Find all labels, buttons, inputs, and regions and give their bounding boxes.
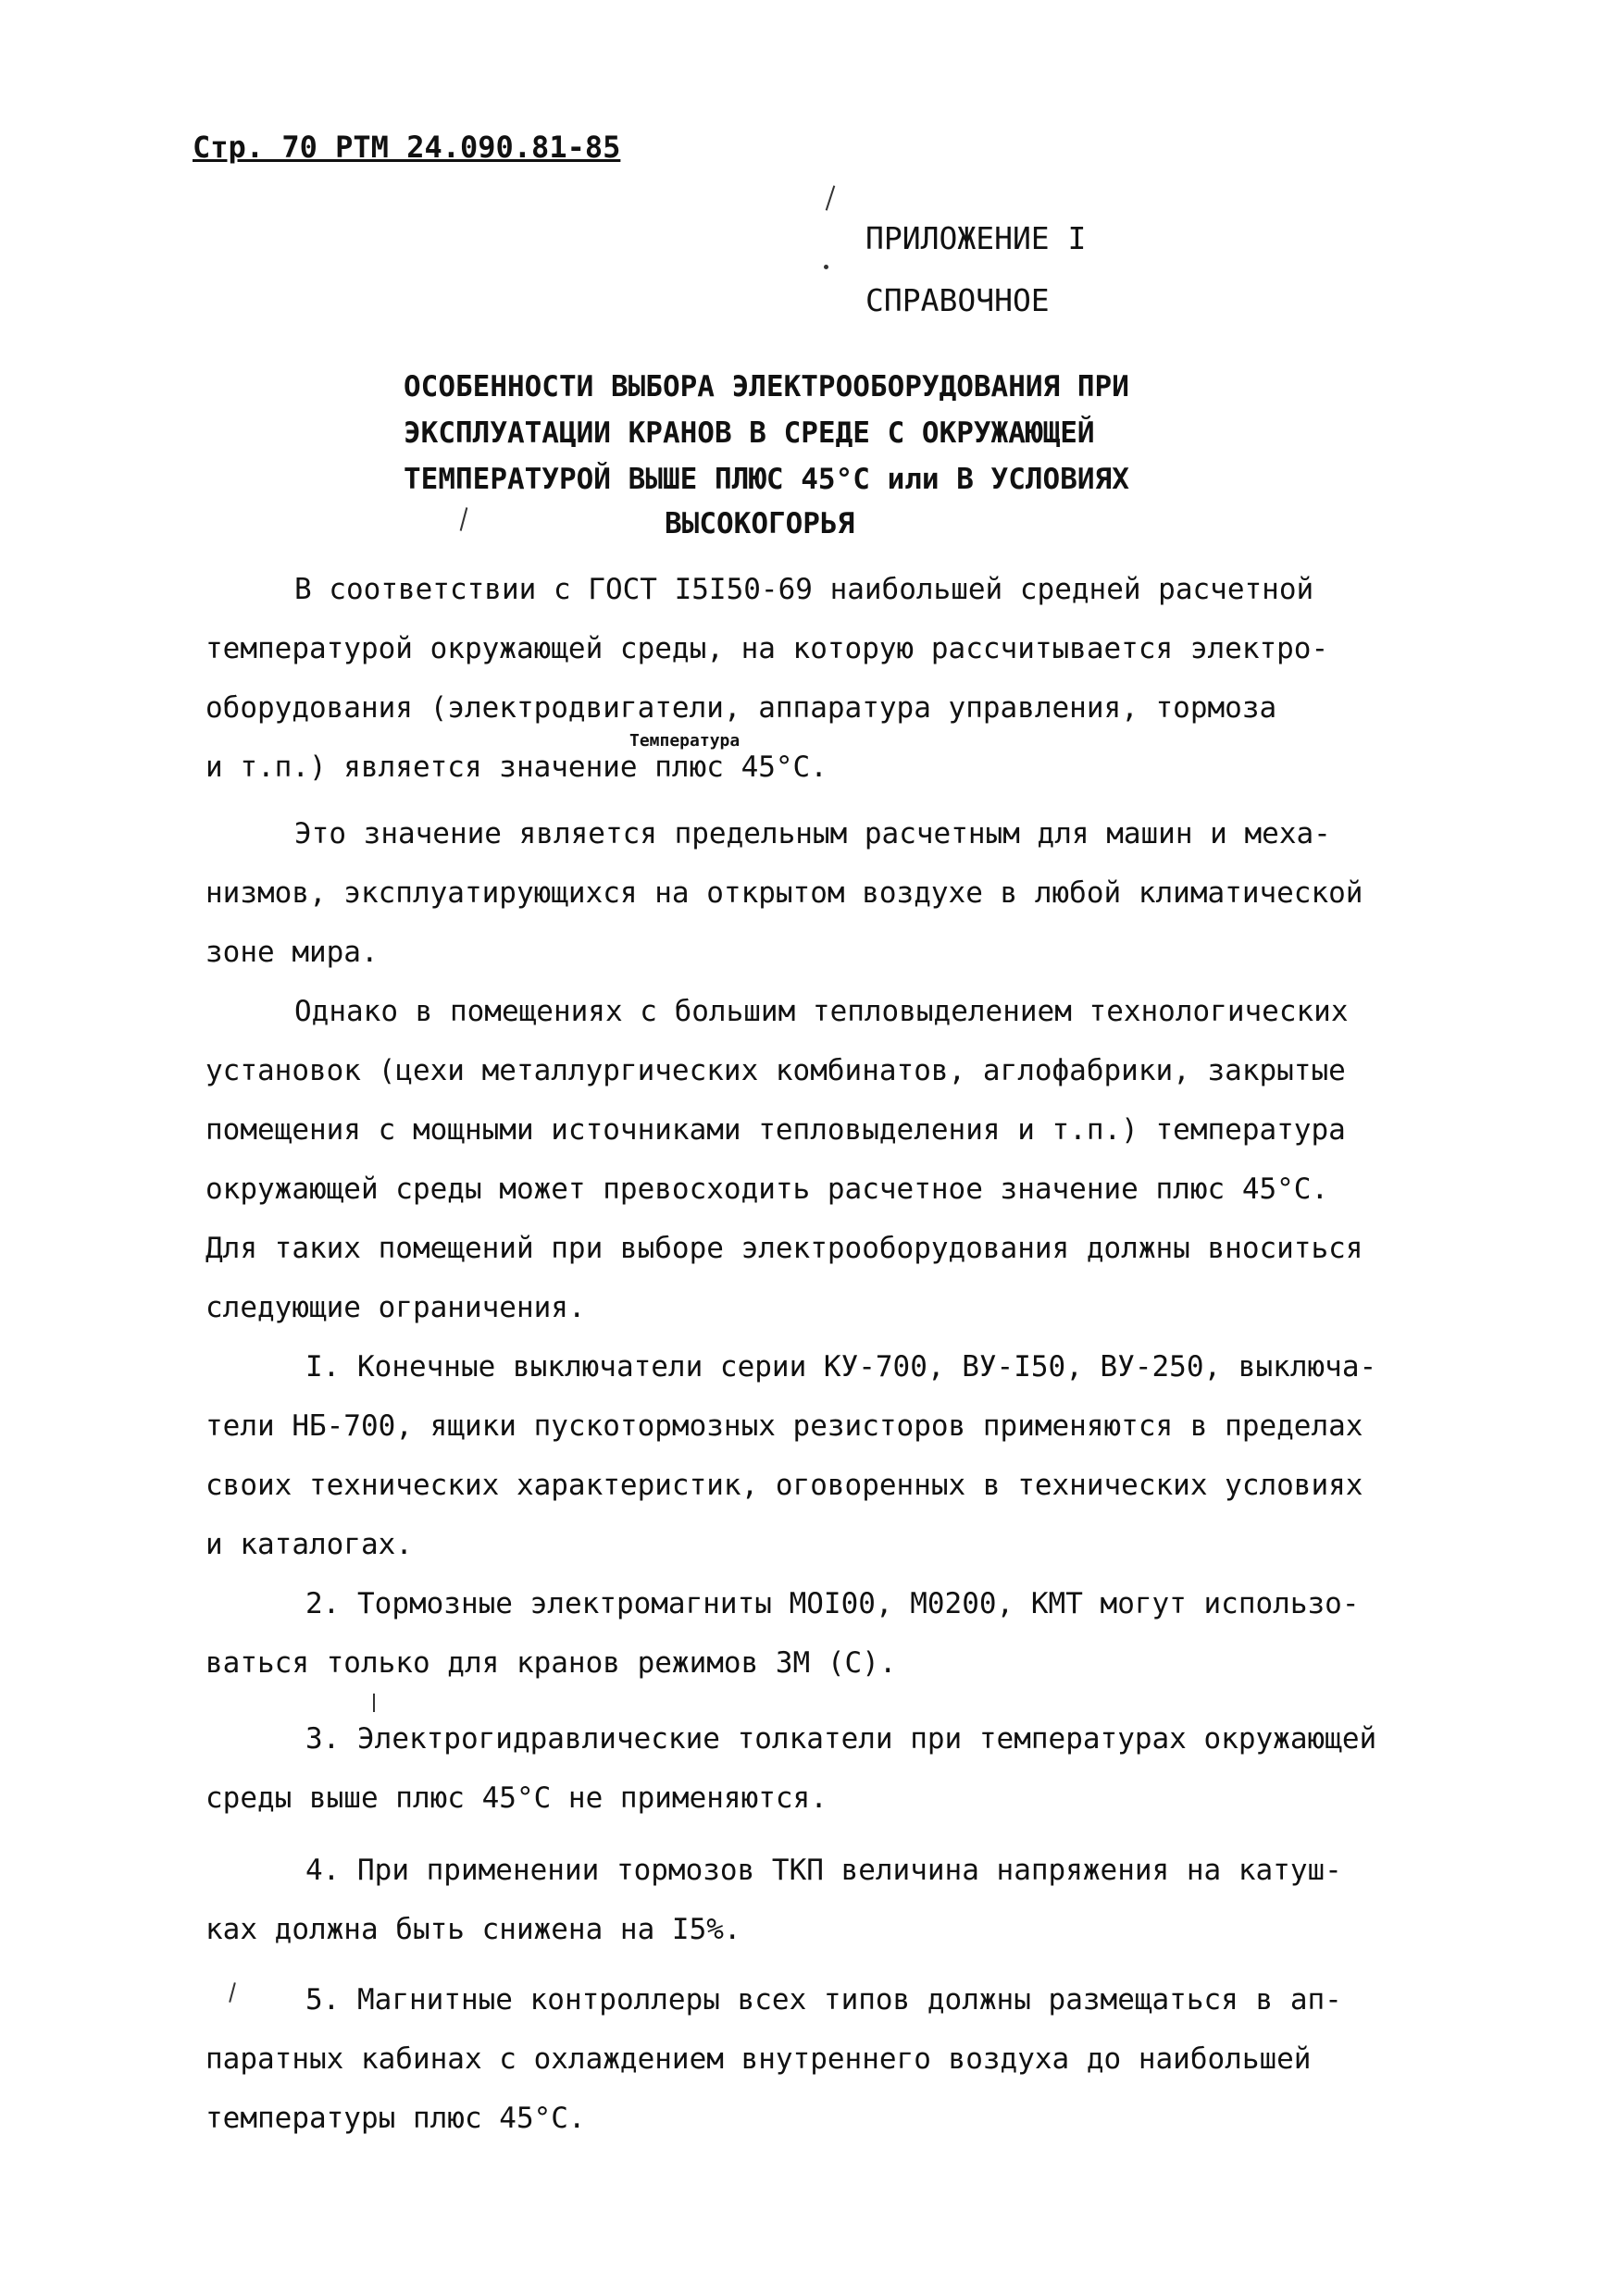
page-header: Стр. 70 РТМ 24.090.81-85 (193, 130, 621, 165)
para3-line-2: установок (цехи металлургических комбинатов, аглофабрики, закрытые (205, 1054, 1346, 1087)
item4-line-2: ках должна быть снижена на I5%. (205, 1913, 741, 1946)
item3-line-1: 3. Электрогидравлические толкатели при температурах окружающей (305, 1722, 1377, 1756)
item1-line-4: и каталогах. (205, 1528, 413, 1561)
item5-line-2: паратных кабинах с охлаждением внутреннего воздуха до наибольшей (205, 2042, 1312, 2076)
para1-line-1: В соответствии с ГОСТ I5I50-69 наибольшей средней расчетной (294, 573, 1314, 606)
item1-line-1: I. Конечные выключатели серии КУ-700, ВУ-I50, ВУ-250, выключа- (305, 1350, 1377, 1384)
item1-line-3: своих технических характеристик, оговоренных в технических условиях (205, 1469, 1363, 1502)
title-line-1: ОСОБЕННОСТИ ВЫБОРА ЭЛЕКТРООБОРУДОВАНИЯ ПРИ (404, 370, 1129, 403)
para1-line-2: температурой окружающей среды, на которую рассчитывается электро- (205, 632, 1329, 665)
scan-mark (373, 1694, 375, 1712)
para3-line-5: Для таких помещений при выборе электрооборудования должны вноситься (205, 1232, 1363, 1265)
item2-line-1: 2. Тормозные электромагниты МОI00, М0200, КМТ могут использо- (305, 1587, 1360, 1620)
item5-line-3: температуры плюс 45°С. (205, 2102, 586, 2135)
para2-line-3: зоне мира. (205, 936, 379, 969)
para3-line-3: помещения с мощными источниками тепловыделения и т.п.) температура (205, 1113, 1346, 1147)
scan-mark (826, 185, 836, 210)
scan-speck (824, 265, 828, 269)
scan-mark (229, 1982, 236, 2003)
para3-line-4: окружающей среды может превосходить расчетное значение плюс 45°С. (205, 1173, 1329, 1206)
para2-line-2: низмов, эксплуатирующихся на открытом воздухе в любой климатической (205, 876, 1363, 910)
appendix-kind: СПРАВОЧНОЕ (865, 282, 1050, 318)
item1-line-2: тели НБ-700, ящики пускотормозных резисторов применяются в пределах (205, 1409, 1363, 1443)
title-line-2: ЭКСПЛУАТАЦИИ КРАНОВ В СРЕДЕ С ОКРУЖАЮЩЕЙ (404, 416, 1095, 450)
item5-line-1: 5. Магнитные контроллеры всех типов должны размещаться в ап- (305, 1983, 1342, 2017)
para3-line-6: следующие ограничения. (205, 1291, 586, 1324)
handwritten-insert: Температура (629, 731, 741, 751)
para2-line-1: Это значение является предельным расчетным для машин и меха- (294, 817, 1331, 850)
para1-line-4: и т.п.) является значение плюс 45°С. (205, 751, 828, 784)
scan-mark (460, 507, 468, 531)
appendix-number: ПРИЛОЖЕНИЕ I (865, 220, 1087, 256)
para1-line-3: оборудования (электродвигатели, аппаратура управления, тормоза (205, 691, 1277, 725)
item3-line-2: среды выше плюс 45°С не применяются. (205, 1781, 828, 1815)
title-line-3: ТЕМПЕРАТУРОЙ ВЫШЕ ПЛЮС 45°С или В УСЛОВИЯХ (404, 463, 1129, 496)
title-line-4: ВЫСОКОГОРЬЯ (665, 507, 855, 540)
para3-line-1: Однако в помещениях с большим тепловыделением технологических (294, 995, 1349, 1028)
item2-line-2: ваться только для кранов режимов 3М (С). (205, 1646, 897, 1680)
item4-line-1: 4. При применении тормозов ТКП величина напряжения на катуш- (305, 1854, 1342, 1887)
